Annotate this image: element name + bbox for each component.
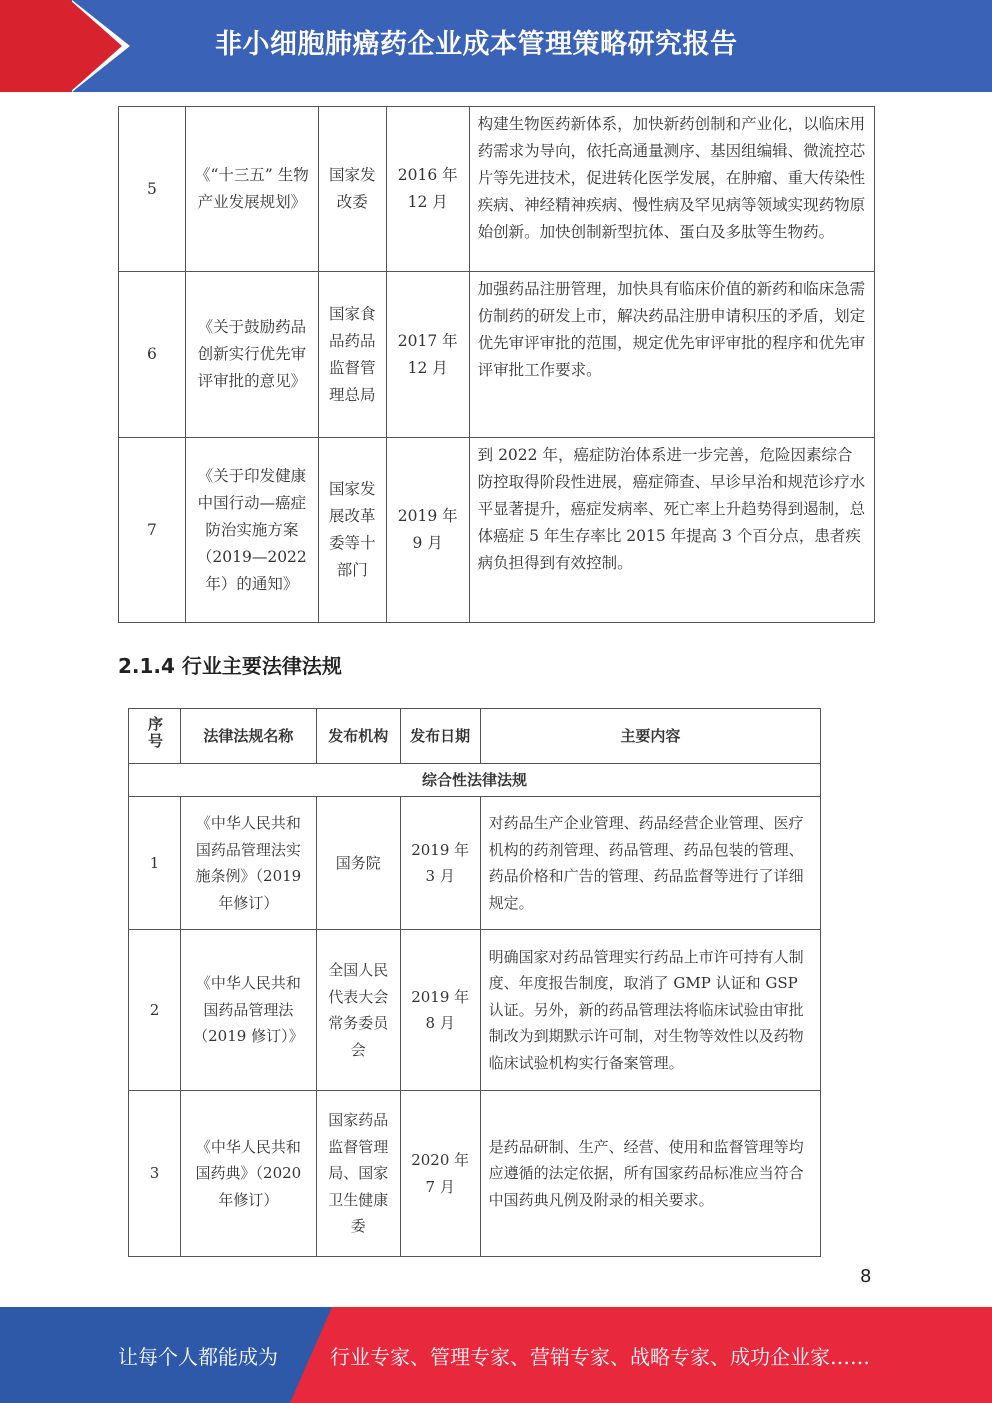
issuing-org: 国家药品监督管理局、国家卫生健康委 [316,1091,400,1257]
issue-date: 2019 年 3 月 [400,797,480,930]
row-number: 1 [129,797,181,930]
law-content: 是药品研制、生产、经营、使用和监督管理等均应遵循的法定依据，所有国家药品标准应当符合中国药典凡例及附录的相关要求。 [480,1091,820,1257]
footer-banner [0,1307,992,1403]
header-name: 法律法规名称 [180,709,316,764]
policy-content: 加强药品注册管理，加快具有临床价值的新药和临床急需仿制药的研发上市，解决药品注册申请积压的矛盾，划定优先审评审批的范围，规定优先审评审批的程序和优先审评审批工作要求。 [469,272,874,438]
row-number: 7 [119,438,186,623]
header-banner [0,0,992,92]
law-name: 《中华人民共和国药品管理法（2019 修订）》 [180,930,316,1091]
policy-name: 《关于鼓励药品创新实行优先审评审批的意见》 [185,272,318,438]
issue-date: 2016 年 12 月 [386,107,469,272]
issuing-org: 国家食品药品监督管理总局 [318,272,386,438]
row-number: 5 [119,107,186,272]
law-content: 明确国家对药品管理实行药品上市许可持有人制度、年度报告制度，取消了 GMP 认证和 GSP 认证。另外，新的药品管理法将临床试验由审批制改为到期默示许可制，对生物等效性以及药物临床试验机构实行备案管理。 [480,930,820,1091]
law-name: 《中华人民共和国药典》（2020 年修订） [180,1091,316,1257]
footer-slogan-left: 让每个人都能成为 [118,1345,278,1369]
issuing-org: 全国人民代表大会常务委员会 [316,930,400,1091]
issue-date: 2019 年 9 月 [386,438,469,623]
policy-content: 到 2022 年，癌症防治体系进一步完善，危险因素综合防控取得阶段性进展，癌症筛查、早诊早治和规范诊疗水平显著提升，癌症发病率、死亡率上升趋势得到遏制，总体癌症 5 年生存率比 2015 年提高 3 个百分点，患者疾病负担得到有效控制。 [469,438,874,623]
policy-name: 《关于印发健康中国行动—癌症防治实施方案（2019—2022 年）的通知》 [185,438,318,623]
policy-content: 构建生物医药新体系，加快新药创制和产业化，以临床用药需求为导向，依托高通量测序、基因组编辑、微流控芯片等先进技术，促进转化医学发展，在肿瘤、重大传染性疾病、神经精神疾病、慢性病及罕见病等领域实现药物原始创新。加快创制新型抗体、蛋白及多肽等生物药。 [469,107,874,272]
row-number: 6 [119,272,186,438]
law-name: 《中华人民共和国药品管理法实施条例》（2019 年修订） [180,797,316,930]
table-row [119,272,875,438]
banner-red-chevron [70,0,122,92]
group-row [129,764,821,797]
section-heading: 2.1.4 行业主要法律法规 [118,654,342,678]
law-table [128,708,821,1257]
issuing-org: 国务院 [316,797,400,930]
header-content: 主要内容 [480,709,820,764]
document-title: 非小细胞肺癌药企业成本管理策略研究报告 [215,29,738,60]
group-label: 综合性法律法规 [129,764,821,797]
policy-name: 《“十三五” 生物产业发展规划》 [185,107,318,272]
header-num: 序号 [129,709,181,764]
table-row [129,930,821,1091]
page-number: 8 [860,1266,872,1287]
footer-slogan-right: 行业专家、管理专家、营销专家、战略专家、成功企业家…… [330,1345,870,1369]
banner-red-block [0,0,70,92]
header-org: 发布机构 [316,709,400,764]
issuing-org: 国家发改委 [318,107,386,272]
issuing-org: 国家发展改革委等十部门 [318,438,386,623]
row-number: 2 [129,930,181,1091]
table-header-row [129,709,821,764]
law-content: 对药品生产企业管理、药品经营企业管理、医疗机构的药剂管理、药品管理、药品包装的管理、药品价格和广告的管理、药品监督等进行了详细规定。 [480,797,820,930]
issue-date: 2020 年 7 月 [400,1091,480,1257]
table-row [129,1091,821,1257]
issue-date: 2017 年 12 月 [386,272,469,438]
row-number: 3 [129,1091,181,1257]
issue-date: 2019 年 8 月 [400,930,480,1091]
header-date: 发布日期 [400,709,480,764]
footer-diagonal [290,1307,332,1403]
table-row [119,438,875,623]
table-row [119,107,875,272]
table-row [129,797,821,930]
policy-table [118,106,875,623]
